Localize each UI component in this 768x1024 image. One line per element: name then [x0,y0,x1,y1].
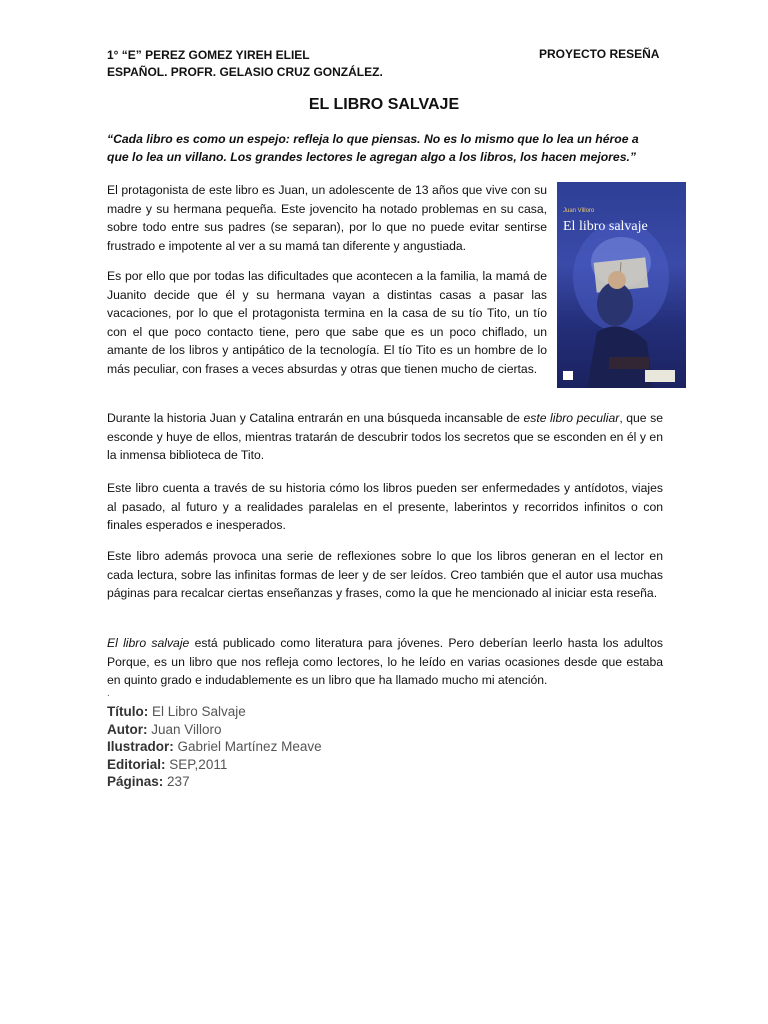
project-label: PROYECTO RESEÑA [539,47,660,61]
cover-title: El libro salvaje [563,219,648,234]
metadata-row-title [107,703,322,721]
course-line: ESPAÑOL. PROFR. GELASIO CRUZ GONZÁLEZ. [107,65,383,79]
document-title: EL LIBRO SALVAJE [308,96,460,113]
metadata-value: Juan Villoro [151,721,222,737]
metadata-value: Gabriel Martínez Meave [177,739,322,754]
paragraph-1: El protagonista de este libro es Juan, un adolescente de 13 años que vive con su madre y su hermana pequeña. Este jovencito ha notado problemas en su casa, sobre todo entre sus padres (se separan), por lo que no puede evitar sentirse frustrado e impotente al ver a su mamá tan diferente y angustiada. [107,183,547,253]
metadata-value: SEP,2011 [169,756,228,772]
stray-dot: . [107,688,110,699]
paragraph-5: Este libro además provoca una serie de reflexiones sobre lo que los libros generan en el lector en cada lectura, sobre las infinitas formas de leer y de ser leídos. Creo también que el autor usa muchas páginas para recalcar ciertas enseñanzas y frases, como la que he mencionado al iniciar esta reseña. [107,549,663,600]
paragraph-6-text: está publicado como literatura para jóvenes. Pero deberían leerlo hasta los adultos Porque, es un libro que nos refleja como lectores, lo he leído en varias ocasiones desde que estaba en quinto grado e indudablemente es un libro que ha llamado mucho mi atención. [107,636,663,687]
paragraph-3-text-a: Durante la historia Juan y Catalina entrarán en una búsqueda incansable de [107,411,524,425]
paragraph-6-emphasis: El libro salvaje [107,636,190,650]
metadata-value: 237 [167,774,190,789]
student-line: 1° “E” PEREZ GOMEZ YIREH ELIEL [107,48,310,62]
metadata-value: El Libro Salvaje [152,704,246,719]
metadata-label: Editorial: [107,756,166,772]
metadata-label: Autor: [107,721,148,737]
metadata-label: Ilustrador: [107,739,174,754]
paragraph-2: Es por ello que por todas las dificultades que acontecen a la familia, la mamá de Juanito decide que él y su hermana vayan a distintas casas a pasar las vacaciones, por lo que el protagonista termina en la casa de su tío Tito, un tío con el que poco contacto tiene, pero que sabe que es un poco chiflado, un amante de los libros y antipático de la tecnología. El tío Tito es un hombre de lo más peculiar, con frases a veces absurdas y otras que tienen mucho de ciertas. [107,269,547,376]
metadata-label: Páginas: [107,774,164,789]
cover-author: Juan Villoro [563,208,595,214]
header-left [107,47,383,81]
paragraph-6 [107,634,663,690]
metadata-row-publisher [107,756,322,774]
paragraph-3 [107,409,663,465]
paragraph-3-emphasis: este libro peculiar [523,411,620,425]
paragraph-4: Este libro cuenta a través de su historia cómo los libros pueden ser enfermedades y antídotos, viajes al pasado, al futuro y a realidades paralelas en el presente, laberintos y recorridos infinitos o con finales esperados e inesperados. [107,481,663,532]
metadata-row-illustrator [107,738,322,756]
metadata-label: Título: [107,704,149,719]
book-metadata [107,703,322,791]
paragraph-3-text-b: , que se esconde y huye de ellos, mientras tratarán de descubrir todos los secretos que se esconden en él y en la inmensa biblioteca de Tito. [107,411,663,462]
epigraph-quote: “Cada libro es como un espejo: refleja lo que piensas. No es lo mismo que lo lea un héroe a que lo lea un villano. Los grandes lectores le agregan algo a los libros, los hacen mejores.” [107,132,639,164]
metadata-row-author [107,721,322,739]
book-cover-art [557,182,686,388]
book-cover-image [557,182,686,388]
metadata-row-pages [107,773,322,791]
